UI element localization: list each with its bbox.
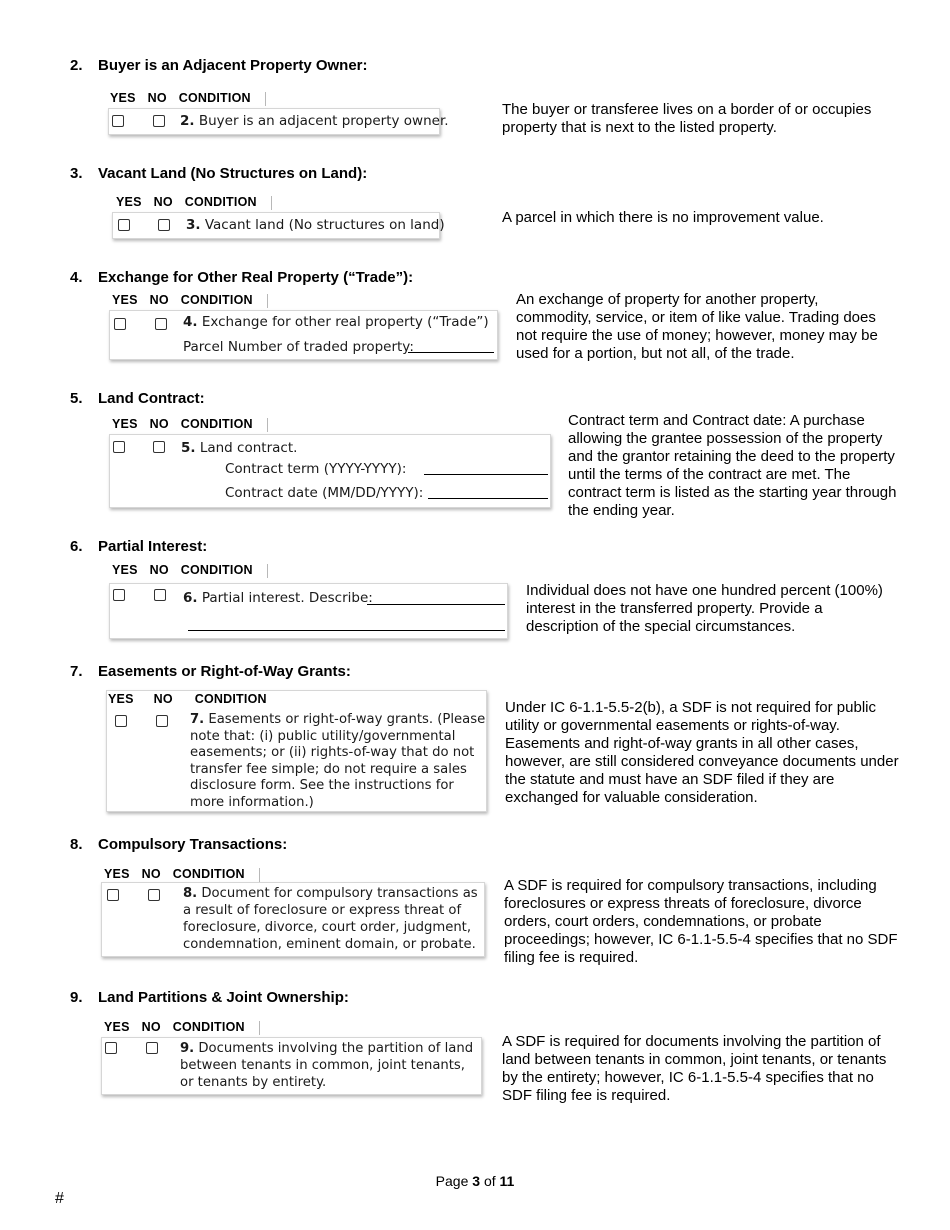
no-checkbox-2[interactable] <box>153 115 165 127</box>
page-footer: Page 3 of 11 <box>435 1173 515 1189</box>
no-checkbox-8[interactable] <box>148 889 160 901</box>
yes-checkbox-2[interactable] <box>112 115 124 127</box>
section-5-title: 5. Land Contract: <box>70 390 205 407</box>
table-header: YES NO CONDITION <box>104 867 260 882</box>
section-6-title: 6. Partial Interest: <box>70 538 208 555</box>
page-mark: # <box>55 1190 64 1207</box>
yes-checkbox-3[interactable] <box>118 219 130 231</box>
condition-text-5: 5. Land contract. <box>181 440 298 456</box>
no-checkbox-4[interactable] <box>155 318 167 330</box>
table-header: YES NO CONDITION <box>116 195 272 210</box>
condition-text-9: 9. Documents involving the partition of land between tenants in common, joint tenants, or tenants by entirety. <box>180 1041 474 1090</box>
condition-text-8: 8. Document for compulsory transactions as a result of foreclosure or express threat of foreclosure, divorce, court order, judgment, condemnation, eminent domain, or probate. <box>183 886 478 952</box>
no-checkbox-3[interactable] <box>158 219 170 231</box>
condition-text-7: 7. Easements or right-of-way grants. (Please note that: (i) public utility/governmental easements; or (ii) rights-of-way that do not transfer fee simple; do not require a sales disclosure form. See the instructions for more information.) <box>190 712 486 810</box>
description-6: Individual does not have one hundred percent (100%) interest in the transferred property. Provide a description of the special circumstances. <box>526 582 883 635</box>
section-3-title: 3. Vacant Land (No Structures on Land): <box>70 165 368 182</box>
yes-checkbox-5[interactable] <box>113 441 125 453</box>
section-4-title: 4. Exchange for Other Real Property (“Trade”): <box>70 269 414 286</box>
contract-date-field[interactable] <box>428 498 548 499</box>
yes-checkbox-8[interactable] <box>107 889 119 901</box>
condition-text-2: 2. Buyer is an adjacent property owner. <box>180 113 449 129</box>
partial-interest-field-2[interactable] <box>188 630 505 631</box>
contract-date-label: Contract date (MM/DD/YYYY): <box>225 485 424 501</box>
description-3: A parcel in which there is no improvement value. <box>502 209 824 226</box>
table-header: YES NO CONDITION <box>108 692 267 706</box>
condition-text-6: 6. Partial interest. Describe: <box>183 590 373 606</box>
description-2: The buyer or transferee lives on a border of or occupies property that is next to the listed property. <box>502 101 872 136</box>
parcel-number-field[interactable] <box>408 352 494 353</box>
contract-term-field[interactable] <box>424 474 548 475</box>
condition-text-3: 3. Vacant land (No structures on land) <box>186 217 445 233</box>
table-header: YES NO CONDITION <box>112 293 268 308</box>
parcel-number-label: Parcel Number of traded property: <box>183 339 414 355</box>
yes-checkbox-4[interactable] <box>114 318 126 330</box>
section-9-title: 9. Land Partitions & Joint Ownership: <box>70 989 349 1006</box>
no-checkbox-9[interactable] <box>146 1042 158 1054</box>
condition-text-4: 4. Exchange for other real property (“Trade”) <box>183 314 489 330</box>
yes-checkbox-6[interactable] <box>113 589 125 601</box>
contract-term-label: Contract term (YYYY-YYYY): <box>225 461 407 477</box>
description-5: Contract term and Contract date: A purchase allowing the grantee possession of the property and the grantor retaining the deed to the property until the terms of the contract are met. The contract term is listed as the starting year through the ending year. <box>568 412 897 519</box>
description-7: Under IC 6-1.1-5.5-2(b), a SDF is not required for public utility or governmental easements or rights-of-way. Easements and right-of-way grants in all other cases, however, are still considered conveyance documents under the statute and must have an SDF filed if they are exchanged for valuable consideration. <box>505 699 899 806</box>
yes-checkbox-9[interactable] <box>105 1042 117 1054</box>
no-checkbox-5[interactable] <box>153 441 165 453</box>
description-9: A SDF is required for documents involving the partition of land between tenants in common, joint tenants, or tenants by the entirety; however, IC 6-1.1-5.5-4 specifies that no SDF filing fee is required. <box>502 1033 887 1104</box>
no-checkbox-7[interactable] <box>156 715 168 727</box>
section-8-title: 8. Compulsory Transactions: <box>70 836 288 853</box>
description-8: A SDF is required for compulsory transactions, including foreclosures or express threats of foreclosure, divorce orders, court orders, condemnations, or probate proceedings; however, IC 6-1.1-5.5-4 specifies that no SDF filing fee is required. <box>504 877 898 966</box>
section-7-title: 7. Easements or Right-of-Way Grants: <box>70 663 351 680</box>
table-header: YES NO CONDITION <box>112 417 268 432</box>
table-header: YES NO CONDITION <box>110 91 266 106</box>
table-header: YES NO CONDITION <box>112 563 268 578</box>
partial-interest-field-1[interactable] <box>367 604 505 605</box>
section-2-title: 2. Buyer is an Adjacent Property Owner: <box>70 57 368 74</box>
yes-checkbox-7[interactable] <box>115 715 127 727</box>
table-header: YES NO CONDITION <box>104 1020 260 1035</box>
no-checkbox-6[interactable] <box>154 589 166 601</box>
description-4: An exchange of property for another property, commodity, service, or item of like value. Trading does not require the use of money; however, money may be used for a portion, but not all, of the trade. <box>516 291 878 362</box>
